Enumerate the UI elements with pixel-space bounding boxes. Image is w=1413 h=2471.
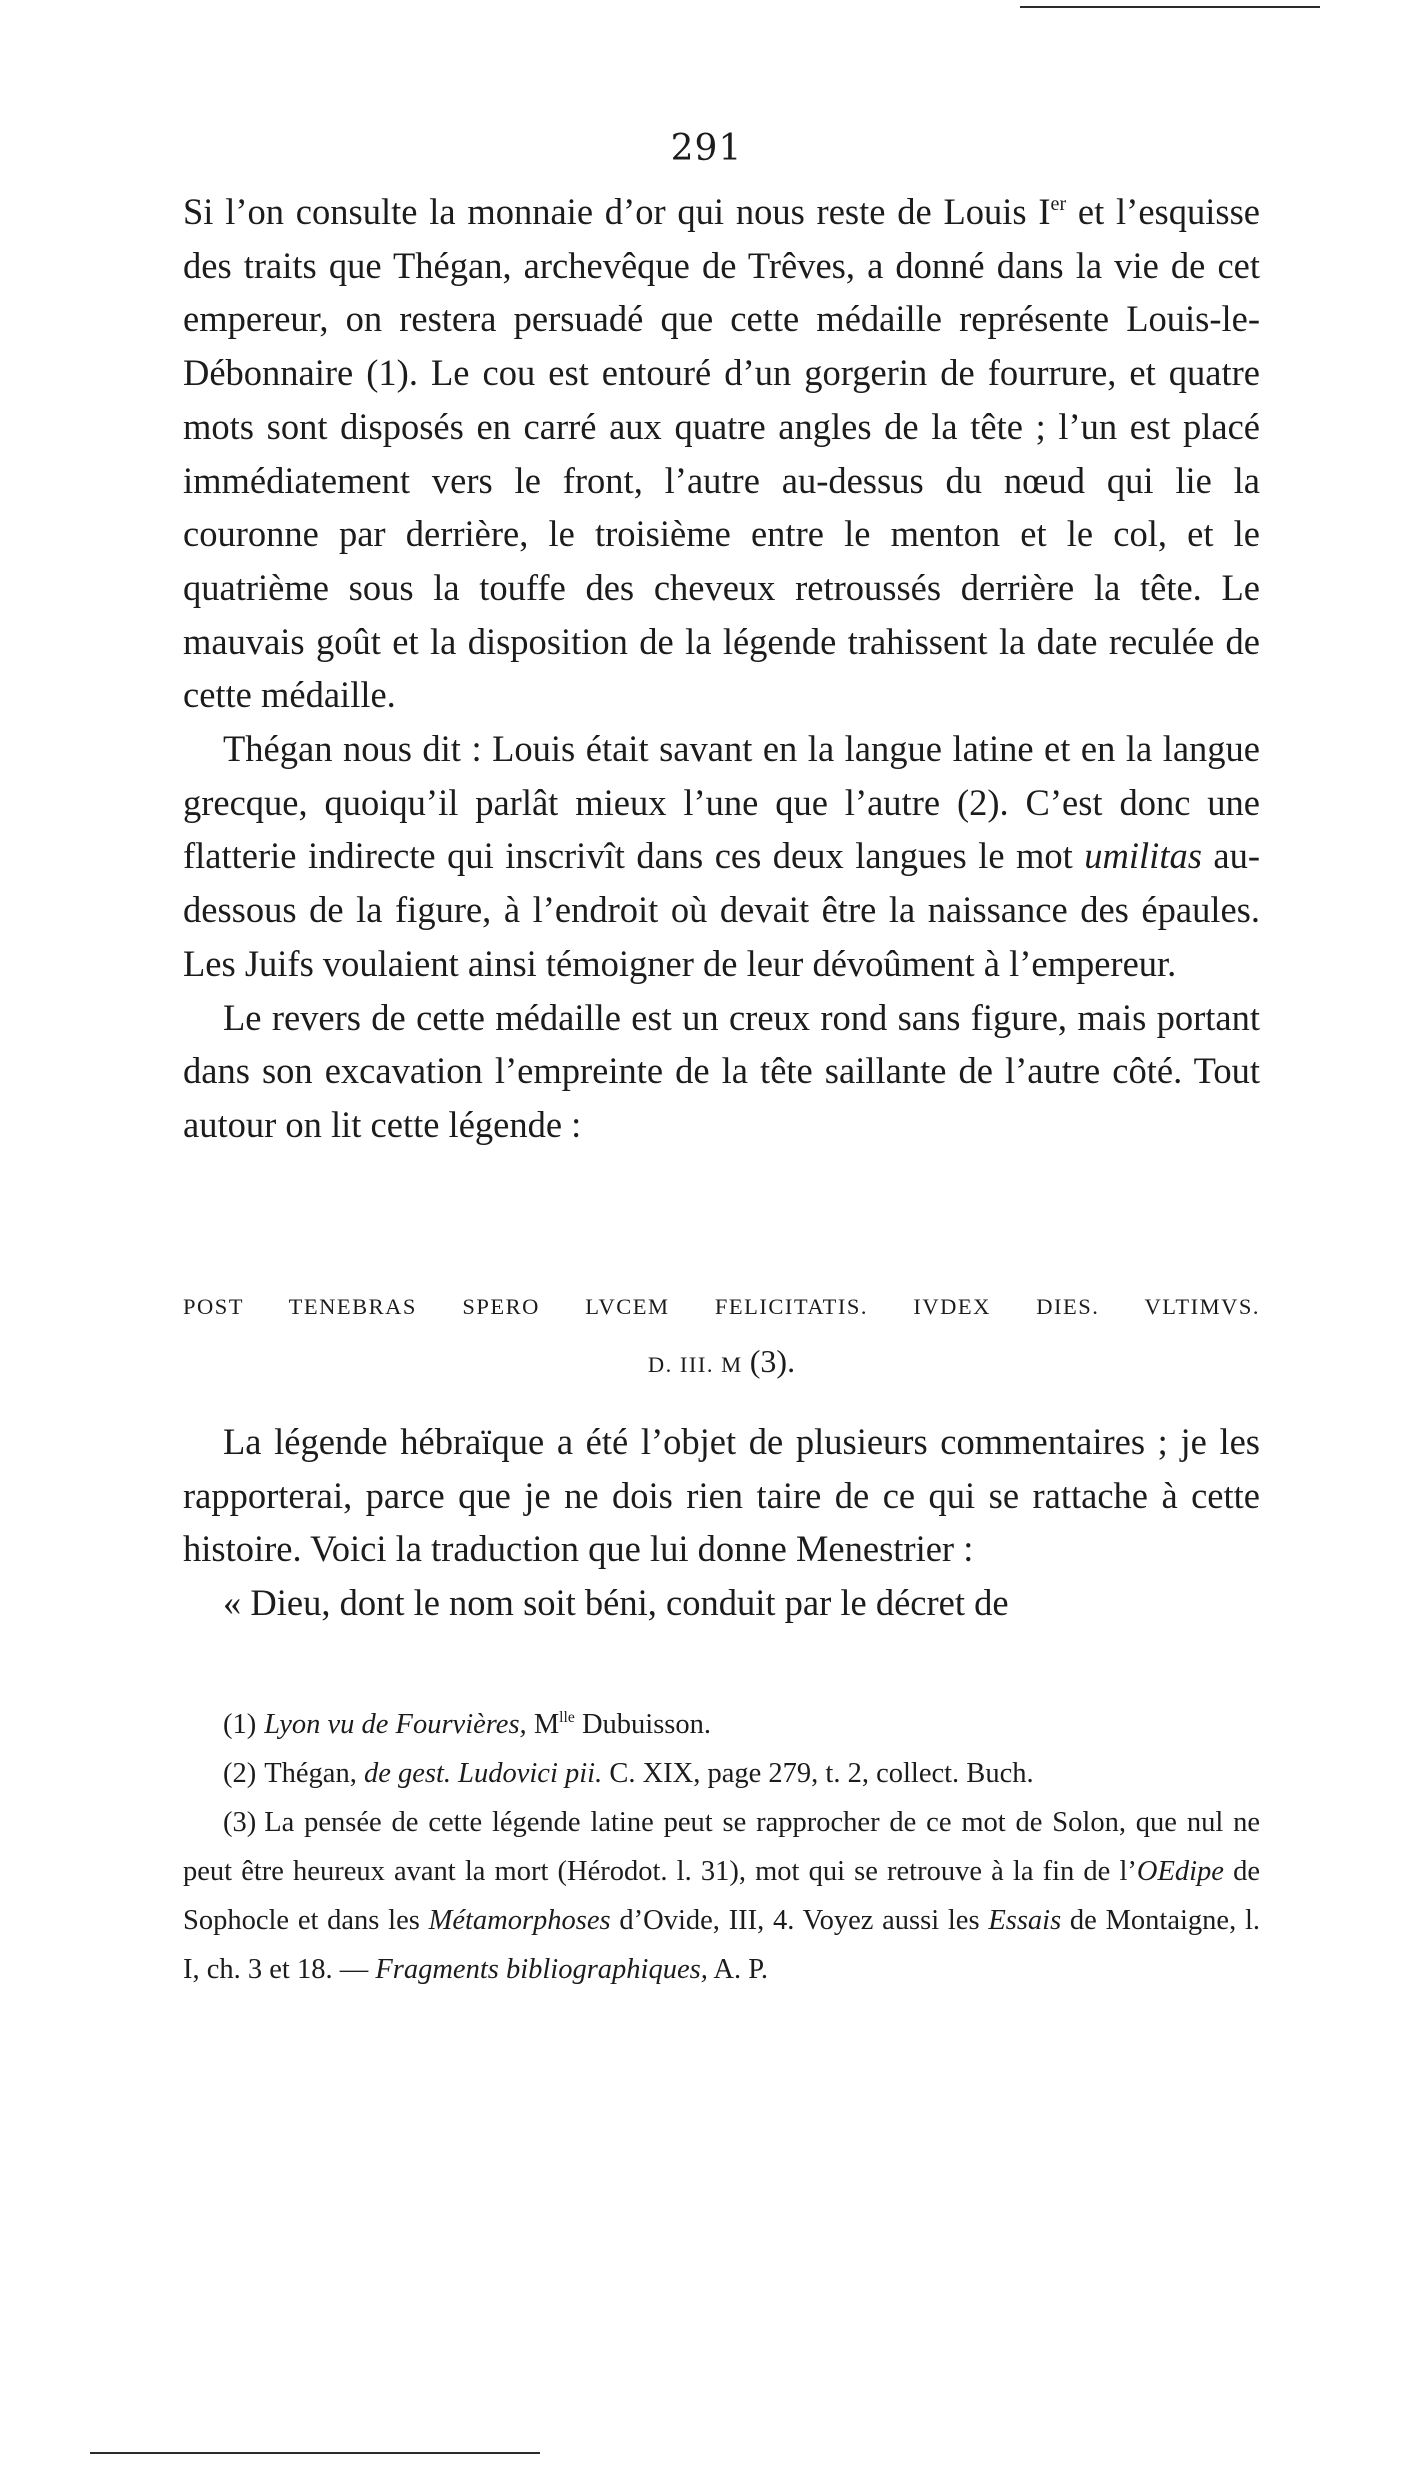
paragraph-1-text-a: Si l’on consulte la monnaie d’or qui nous reste de Louis I [183, 191, 1051, 232]
footnote-3-italic-2: Métamorphoses [428, 1905, 611, 1936]
footnote-1 [183, 1700, 1260, 1749]
footnote-1-superscript: lle [559, 1709, 575, 1727]
footnote-3-italic-3: Essais [988, 1905, 1062, 1936]
footnote-3-text-d: de Montaigne, l. I, ch. 3 et 18. — [183, 1905, 1260, 1985]
scan-edge-line-top [1020, 6, 1320, 8]
footnote-1-number: (1) [223, 1709, 257, 1740]
latin-legend-note-ref: (3). [749, 1343, 796, 1379]
latin-legend-line-2-text: D. III. M [647, 1352, 743, 1377]
page-number: 291 [670, 128, 743, 169]
paragraph-1-text-b: et l’esquisse des traits que Thégan, archevêque de Trêves, a donné dans la vie de cet empereur, on restera persuadé que cette médaille représente Louis-le-Débonnaire (1). Le cou est entouré d’un gorgerin de fourrure, et quatre mots sont disposés en carré aux quatre angles de la tête ; l’un est placé immédiatement vers le front, l’autre au-dessus du nœud qui lie la couronne par derrière, le troisième entre le menton et le col, et le quatrième sous la touffe des cheveux retroussés derrière la tête. Le mauvais goût et la disposition de la légende trahissent la date reculée de cette médaille. [183, 191, 1260, 716]
paragraph-2 [183, 722, 1260, 991]
footnote-3 [183, 1798, 1260, 1994]
footnote-3-text-b: de Sophocle et dans les [183, 1856, 1260, 1936]
footnote-1-text-end: Dubuisson. [574, 1709, 711, 1740]
scan-edge-line-bottom [90, 2452, 540, 2454]
footnotes [183, 1700, 1260, 1994]
latin-legend-line-1: POST TENEBRAS SPERO LVCEM FELICITATIS. IVDEX DIES. VLTIMVS. [183, 1294, 1260, 1319]
paragraph-1 [183, 185, 1260, 722]
paragraph-3: Le revers de cette médaille est un creux rond sans figure, mais portant dans son excavation l’empreinte de la tête saillante de l’autre côté. Tout autour on lit cette légende : [183, 996, 1260, 1145]
paragraph-2-italic-word: umilitas [1084, 835, 1202, 877]
latin-legend [183, 1280, 1260, 1392]
main-text-upper [183, 185, 1260, 1152]
footnote-1-text: M [526, 1709, 560, 1740]
footnote-2-italic: de gest. Ludovici pii. [363, 1758, 603, 1789]
footnote-1-italic: Lyon vu de Fourvières, [264, 1709, 527, 1740]
footnote-3-text-c: d’Ovide, III, 4. Voyez aussi les [610, 1905, 989, 1936]
footnote-3-number: (3) [223, 1807, 257, 1838]
latin-legend-line-2 [183, 1334, 1260, 1392]
footnote-3-italic-1: OEdipe [1136, 1856, 1224, 1887]
footnote-2 [183, 1749, 1260, 1798]
footnote-2-number: (2) [223, 1758, 257, 1789]
footnote-2-text-b: C. XIX, page 279, t. 2, collect. Buch. [602, 1758, 1034, 1789]
paragraph-2-text-a: Thégan nous dit : Louis était savant en la langue latine et en la langue grecque, quoiqu’il parlât mieux l’une que l’autre (2). C’est donc une flatterie indirecte qui inscrivît dans ces deux langues le mot [183, 728, 1260, 877]
footnote-2-text-a: Thégan, [264, 1758, 364, 1789]
main-text-lower [183, 1415, 1260, 1630]
paragraph-4: La légende hébraïque a été l’objet de plusieurs commentaires ; je les rapporterai, parce que je ne dois rien taire de ce qui se rattache à cette histoire. Voici la traduction que lui donne Menestrier : [183, 1421, 1260, 1570]
paragraph-5: « Dieu, dont le nom soit béni, conduit par le décret de [223, 1582, 1009, 1624]
footnote-3-text-e: A. P. [707, 1954, 769, 1985]
paragraph-2-text-b: au-dessous de la figure, à l’endroit où devait être la naissance des épaules. Les Juifs voulaient ainsi témoigner de leur dévoûment à l’empereur. [183, 835, 1261, 984]
footnote-3-italic-4: Fragments bibliographiques, [375, 1954, 708, 1985]
ordinal-superscript: er [1050, 192, 1067, 215]
footnote-3-text-a: La pensée de cette légende latine peut se rapprocher de ce mot de Solon, que nul ne peut être heureux avant la mort (Hérodot. l. 31), mot qui se retrouve à la fin de l’ [183, 1807, 1260, 1887]
